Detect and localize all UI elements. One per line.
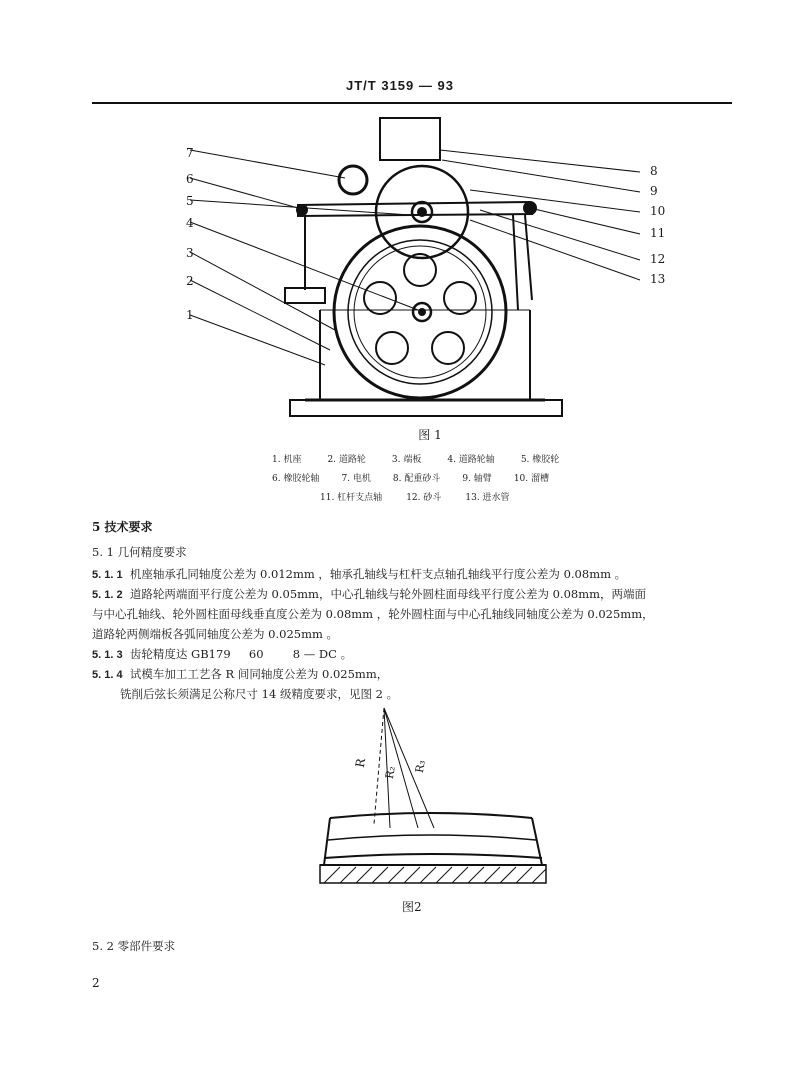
legend-item: 6. 橡胶轮轴 bbox=[272, 474, 320, 484]
legend-item: 11. 杠杆支点轴 bbox=[320, 493, 383, 503]
clause-5-1-3 bbox=[92, 644, 742, 665]
clause-5-1-4 bbox=[92, 664, 742, 685]
clause-text: 道路轮两端面平行度公差为 0.05mm，中心孔轴线与轮外圆柱面母线平行度公差为 0.08mm，两端面 bbox=[129, 587, 647, 601]
callout-13: 13 bbox=[650, 272, 666, 286]
legend-item: 1. 机座 bbox=[272, 455, 302, 465]
legend-item: 12. 砂斗 bbox=[406, 493, 442, 503]
lever-arm-shape bbox=[298, 202, 532, 216]
header-rule bbox=[92, 102, 732, 104]
figure1-drawing bbox=[170, 110, 690, 430]
figure2-label-R2: R₂ bbox=[382, 765, 398, 780]
figure1-legend-row-1 bbox=[272, 452, 752, 465]
legend-item: 7. 电机 bbox=[341, 474, 371, 484]
clause-5-1-2 bbox=[92, 584, 742, 605]
legend-item: 5. 橡胶轮 bbox=[520, 455, 560, 465]
callout-7: 7 bbox=[186, 146, 194, 160]
callout-3: 3 bbox=[186, 246, 194, 260]
clause-text: 齿轮精度达 GB179 60 8 — DC 。 bbox=[129, 647, 353, 661]
figure2-drawing bbox=[310, 700, 560, 895]
callout-5: 5 bbox=[186, 194, 194, 208]
clause-5-1-4-line-2: 铣削后弦长须满足公称尺寸 14 级精度要求，见图 2 。 bbox=[120, 687, 399, 701]
callout-4: 4 bbox=[186, 216, 194, 230]
callout-8: 8 bbox=[650, 164, 658, 178]
legend-item: 9. 轴臂 bbox=[462, 474, 492, 484]
clause-5-1-2-line-2: 与中心孔轴线、轮外圆柱面母线垂直度公差为 0.08mm ，轮外圆柱面与中心孔轴线同轴度公差为 0.025mm， bbox=[92, 607, 654, 621]
legend-item: 4. 道路轮轴 bbox=[447, 455, 495, 465]
arc-outer bbox=[330, 813, 532, 818]
section-5-2-title: 5. 2 零部件要求 bbox=[92, 939, 176, 953]
clause-text: 机座轴承孔同轴度公差为 0.012mm ，轴承孔轴线与杠杆支点轴孔轴线平行度公差为 0.08mm 。 bbox=[129, 567, 627, 581]
section-5-title: 5 技术要求 bbox=[92, 520, 153, 534]
page-number: 2 bbox=[92, 976, 100, 990]
legend-item: 2. 道路轮 bbox=[327, 455, 366, 465]
standard-number-header: JT/T 3159 — 93 bbox=[346, 78, 454, 93]
legend-item: 3. 端板 bbox=[391, 455, 422, 465]
callout-6: 6 bbox=[186, 172, 194, 186]
callout-1: 1 bbox=[186, 308, 194, 322]
callout-12: 12 bbox=[650, 252, 666, 266]
legend-item: 13. 进水管 bbox=[465, 493, 510, 503]
callout-11: 11 bbox=[650, 226, 666, 240]
callout-9: 9 bbox=[650, 184, 658, 198]
figure2-label-R3: R₃ bbox=[412, 759, 428, 774]
clause-number: 5. 1. 1 bbox=[92, 569, 123, 581]
clause-5-1-1 bbox=[92, 564, 742, 585]
legend-item: 8. 配重砂斗 bbox=[392, 474, 441, 484]
hopper-shape bbox=[380, 118, 440, 160]
figure1-legend-row-2 bbox=[272, 471, 752, 484]
clause-number: 5. 1. 4 bbox=[92, 669, 123, 681]
callout-10: 10 bbox=[650, 204, 666, 218]
section-5-1-title: 5. 1 几何精度要求 bbox=[92, 545, 187, 559]
callout-2: 2 bbox=[186, 274, 194, 288]
clause-number: 5. 1. 3 bbox=[92, 649, 123, 661]
clause-5-1-2-line-3: 道路轮两侧端板各弧同轴度公差为 0.025mm 。 bbox=[92, 627, 339, 641]
counterweight-shape bbox=[285, 288, 325, 303]
figure1-caption: 图 1 bbox=[418, 428, 442, 442]
figure2-caption: 图2 bbox=[402, 900, 422, 914]
base-plate bbox=[320, 865, 546, 883]
machine-base-shape bbox=[290, 400, 562, 416]
figure1-legend-row-3 bbox=[320, 490, 720, 503]
motor-shape bbox=[339, 166, 367, 194]
clause-text: 试模车加工工艺各 R 间同轴度公差为 0.025mm， bbox=[129, 667, 389, 681]
clause-number: 5. 1. 2 bbox=[92, 589, 123, 601]
figure2-label-R: R bbox=[352, 757, 369, 769]
legend-item: 10. 溜槽 bbox=[513, 474, 549, 484]
